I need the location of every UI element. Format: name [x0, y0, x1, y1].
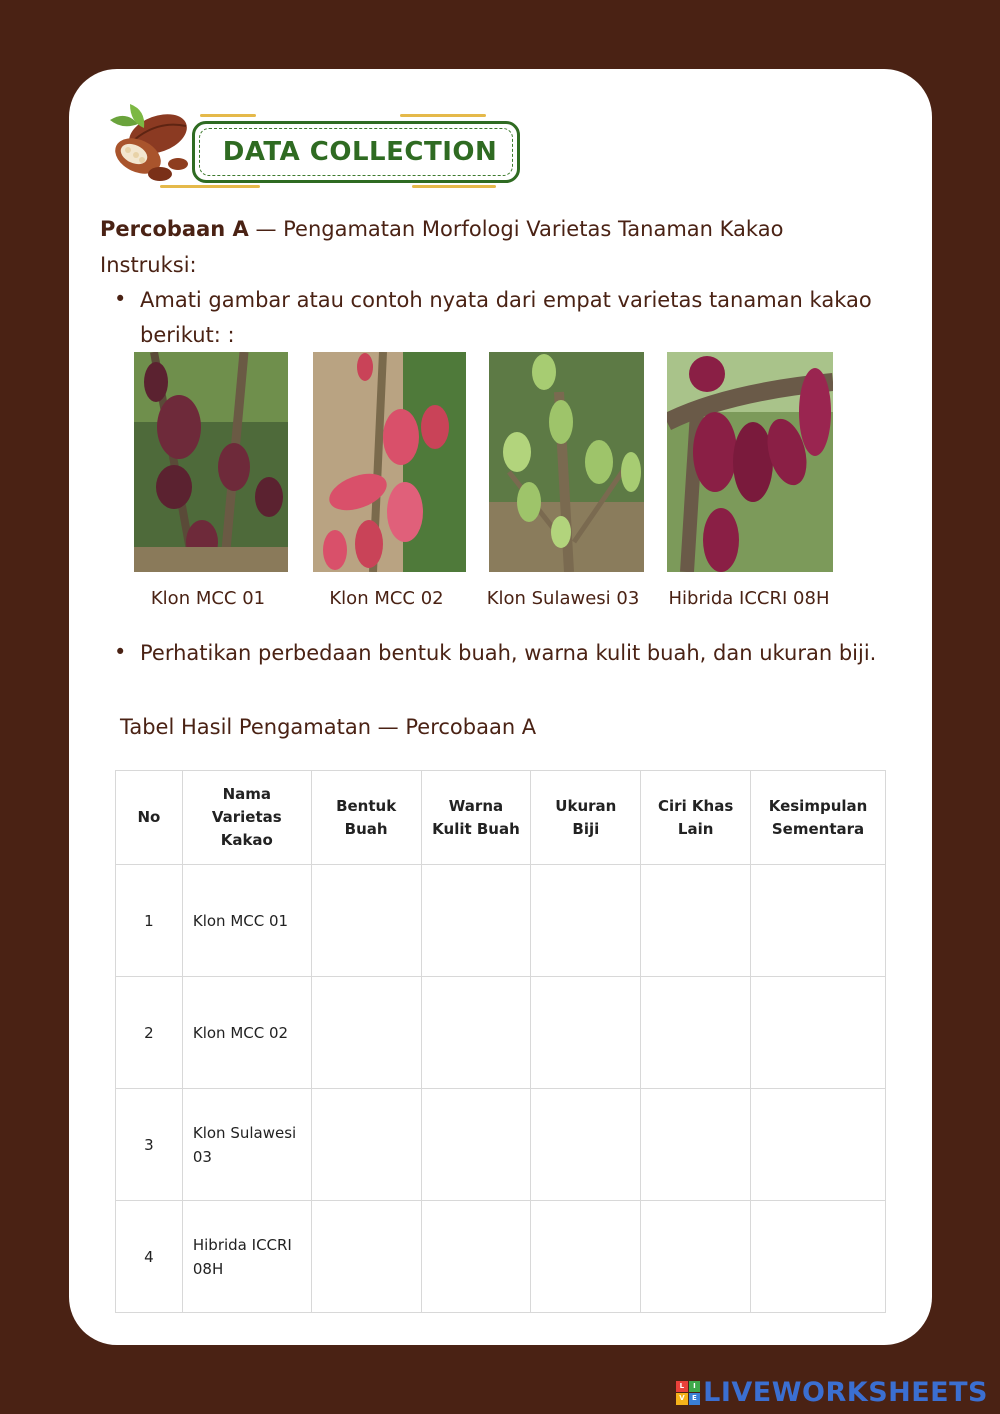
- cocoa-pod-icon: [100, 100, 200, 192]
- cell-no: 4: [116, 1201, 183, 1313]
- badge-frame: [192, 121, 520, 183]
- cell-color-input[interactable]: [421, 1089, 531, 1201]
- variety-photo-4: [667, 352, 833, 572]
- bullet-dot: •: [114, 287, 127, 311]
- cell-no: 1: [116, 865, 183, 977]
- header-color: Warna Kulit Buah: [421, 771, 531, 865]
- liveworksheets-logo-icon: L I V E: [676, 1381, 700, 1405]
- section-title: DATA COLLECTION: [222, 137, 498, 167]
- cell-shape-input[interactable]: [311, 865, 421, 977]
- variety-caption-2: Klon MCC 02: [329, 588, 444, 609]
- header-size: Ukuran Biji: [531, 771, 641, 865]
- table-row: [116, 1201, 886, 1313]
- cell-other-input[interactable]: [641, 977, 751, 1089]
- cell-conclusion-input[interactable]: [751, 977, 886, 1089]
- variety-photo-2: [313, 352, 466, 572]
- cell-conclusion-input[interactable]: [751, 1201, 886, 1313]
- cell-color-input[interactable]: [421, 865, 531, 977]
- liveworksheets-watermark[interactable]: [676, 1377, 988, 1408]
- cell-shape-input[interactable]: [311, 1201, 421, 1313]
- bullet-dot: •: [114, 640, 127, 664]
- variety-caption-4: Hibrida ICCRI 08H: [668, 588, 830, 609]
- cell-no: 2: [116, 977, 183, 1089]
- cell-variety: Klon MCC 01: [182, 865, 311, 977]
- cell-other-input[interactable]: [641, 1201, 751, 1313]
- table-row: [116, 977, 886, 1089]
- cell-size-input[interactable]: [531, 1089, 641, 1201]
- cell-color-input[interactable]: [421, 1201, 531, 1313]
- cell-conclusion-input[interactable]: [751, 865, 886, 977]
- header-name: Nama Varietas Kakao: [182, 771, 311, 865]
- table-row: [116, 1089, 886, 1201]
- bullet2-text: Perhatikan perbedaan bentuk buah, warna kulit buah, dan ukuran biji.: [140, 641, 877, 665]
- cell-variety: Klon Sulawesi 03: [182, 1089, 311, 1201]
- cell-color-input[interactable]: [421, 977, 531, 1089]
- table-row: [116, 865, 886, 977]
- variety-photo-3: [489, 352, 644, 572]
- cell-shape-input[interactable]: [311, 1089, 421, 1201]
- cell-other-input[interactable]: [641, 1089, 751, 1201]
- bullet1-line1: Amati gambar atau contoh nyata dari empat varietas tanaman kakao: [140, 288, 872, 312]
- data-collection-badge: [100, 100, 525, 192]
- table-title: Tabel Hasil Pengamatan — Percobaan A: [120, 715, 537, 739]
- experiment-label: Percobaan A: [100, 217, 249, 241]
- cell-size-input[interactable]: [531, 865, 641, 977]
- instructions-label: Instruksi:: [100, 253, 197, 277]
- header-shape: Bentuk Buah: [311, 771, 421, 865]
- variety-caption-3: Klon Sulawesi 03: [486, 588, 640, 609]
- header-no: No: [116, 771, 183, 865]
- experiment-heading: [100, 212, 900, 246]
- table-header-row: [116, 771, 886, 865]
- bullet1-line2: berikut: :: [140, 323, 235, 347]
- cell-conclusion-input[interactable]: [751, 1089, 886, 1201]
- cell-other-input[interactable]: [641, 865, 751, 977]
- cell-shape-input[interactable]: [311, 977, 421, 1089]
- variety-caption-1: Klon MCC 01: [150, 588, 266, 609]
- header-conclusion: Kesimpulan Sementara: [751, 771, 886, 865]
- experiment-title: — Pengamatan Morfologi Varietas Tanaman Kakao: [248, 217, 784, 241]
- cell-variety: Klon MCC 02: [182, 977, 311, 1089]
- observation-table: [115, 770, 886, 1313]
- variety-photo-1: [134, 352, 288, 572]
- watermark-text: LIVEWORKSHEETS: [703, 1377, 988, 1408]
- header-other: Ciri Khas Lain: [641, 771, 751, 865]
- cell-variety: Hibrida ICCRI 08H: [182, 1201, 311, 1313]
- cell-no: 3: [116, 1089, 183, 1201]
- cell-size-input[interactable]: [531, 1201, 641, 1313]
- cell-size-input[interactable]: [531, 977, 641, 1089]
